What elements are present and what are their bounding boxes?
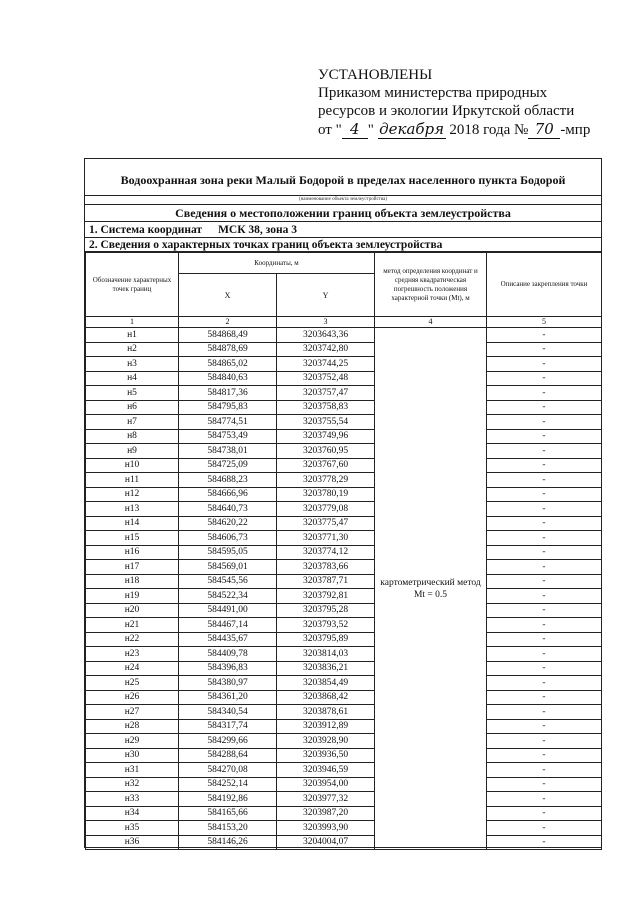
fixing-cell: - [487, 502, 602, 517]
point-id-cell: н28 [86, 719, 179, 734]
y-coordinate-cell: 3203977,32 [277, 792, 375, 807]
method-cell: картометрический метод Mt = 0.5 [375, 328, 487, 850]
fixing-cell: - [487, 777, 602, 792]
x-coordinate-cell: 584817,36 [179, 386, 277, 401]
table-row [86, 560, 602, 575]
x-coordinate-cell: 584725,09 [179, 458, 277, 473]
y-coordinate-cell: 3203795,28 [277, 603, 375, 618]
table-row [86, 806, 602, 821]
table-row [86, 400, 602, 415]
table-row [86, 661, 602, 676]
header-fixing: Описание закрепления точки [487, 253, 602, 317]
fixing-cell: - [487, 821, 602, 836]
fixing-cell: - [487, 516, 602, 531]
fixing-cell: - [487, 487, 602, 502]
table-row [86, 647, 602, 662]
table-row [86, 589, 602, 604]
point-id-cell: н7 [86, 415, 179, 430]
x-coordinate-cell: 584545,56 [179, 574, 277, 589]
fixing-cell: - [487, 618, 602, 633]
section-heading: Сведения о местоположении границ объекта землеустройства [85, 205, 601, 222]
fixing-cell: - [487, 560, 602, 575]
table-row [86, 763, 602, 778]
fixing-cell: - [487, 763, 602, 778]
point-id-cell: н3 [86, 357, 179, 372]
y-coordinate-cell: 3203783,66 [277, 560, 375, 575]
point-id-cell: н11 [86, 473, 179, 488]
header-method: метод определения координат и средняя квадратическая погрешность положения характерной точки (Мt), м [375, 253, 487, 317]
fixing-cell: - [487, 676, 602, 691]
x-coordinate-cell: 584340,54 [179, 705, 277, 720]
point-id-cell: н30 [86, 748, 179, 763]
y-coordinate-cell: 3203936,50 [277, 748, 375, 763]
point-id-cell: н4 [86, 371, 179, 386]
handwritten-month: декабря [379, 120, 445, 138]
fixing-cell: - [487, 690, 602, 705]
y-coordinate-cell: 3203744,25 [277, 357, 375, 372]
y-coordinate-cell: 3203774,12 [277, 545, 375, 560]
fixing-cell: - [487, 632, 602, 647]
date-year: 2018 года № [445, 122, 529, 138]
x-coordinate-cell: 584868,49 [179, 328, 277, 343]
y-coordinate-cell: 3203787,71 [277, 574, 375, 589]
point-id-cell: н19 [86, 589, 179, 604]
point-id-cell: н10 [86, 458, 179, 473]
coordinate-system-label: 1. Система координат [89, 224, 203, 236]
x-coordinate-cell: 584522,34 [179, 589, 277, 604]
point-id-cell: н5 [86, 386, 179, 401]
point-id-cell: н23 [86, 647, 179, 662]
approval-order-line: Приказом министерства природных [318, 85, 548, 101]
y-coordinate-cell: 3203775,47 [277, 516, 375, 531]
y-coordinate-cell: 3203836,21 [277, 661, 375, 676]
fixing-cell: - [487, 473, 602, 488]
fixing-cell: - [487, 705, 602, 720]
y-coordinate-cell: 3203793,52 [277, 618, 375, 633]
point-id-cell: н13 [86, 502, 179, 517]
y-coordinate-cell: 3203928,90 [277, 734, 375, 749]
fixing-cell: - [487, 415, 602, 430]
approval-authority-line: ресурсов и экологии Иркутской области [318, 103, 575, 119]
point-id-cell: н22 [86, 632, 179, 647]
table-row [86, 545, 602, 560]
table-row [86, 748, 602, 763]
y-coordinate-cell: 3203757,47 [277, 386, 375, 401]
x-coordinate-cell: 584595,05 [179, 545, 277, 560]
point-id-cell: н24 [86, 661, 179, 676]
table-row [86, 371, 602, 386]
fixing-cell: - [487, 386, 602, 401]
x-coordinate-cell: 584774,51 [179, 415, 277, 430]
y-coordinate-cell: 3203749,96 [277, 429, 375, 444]
point-id-cell: н6 [86, 400, 179, 415]
point-id-cell: н33 [86, 792, 179, 807]
table-row [86, 777, 602, 792]
table-row [86, 458, 602, 473]
fixing-cell: - [487, 357, 602, 372]
fixing-cell: - [487, 458, 602, 473]
x-coordinate-cell: 584688,23 [179, 473, 277, 488]
point-id-cell: н26 [86, 690, 179, 705]
y-coordinate-cell: 3203771,30 [277, 531, 375, 546]
point-id-cell: н17 [86, 560, 179, 575]
y-coordinate-cell: 3203767,60 [277, 458, 375, 473]
column-number: 2 [179, 317, 277, 328]
x-coordinate-cell: 584252,14 [179, 777, 277, 792]
y-coordinate-cell: 3203752,48 [277, 371, 375, 386]
x-coordinate-cell: 584491,00 [179, 603, 277, 618]
point-id-cell: н15 [86, 531, 179, 546]
point-id-cell: н29 [86, 734, 179, 749]
point-id-cell: н2 [86, 342, 179, 357]
x-coordinate-cell: 584620,22 [179, 516, 277, 531]
point-id-cell: н36 [86, 835, 179, 850]
fixing-cell: - [487, 429, 602, 444]
x-coordinate-cell: 584435,67 [179, 632, 277, 647]
y-coordinate-cell: 3203946,59 [277, 763, 375, 778]
fixing-cell: - [487, 328, 602, 343]
coordinate-system-value: МСК 38, зона 3 [218, 224, 297, 236]
x-coordinate-cell: 584738,01 [179, 444, 277, 459]
header-designation: Обозначение характерных точек границ [86, 253, 179, 317]
column-number: 1 [86, 317, 179, 328]
approval-title: УСТАНОВЛЕНЫ [318, 67, 433, 83]
y-coordinate-cell: 3203742,80 [277, 342, 375, 357]
y-coordinate-cell: 3203878,61 [277, 705, 375, 720]
y-coordinate-cell: 3203795,89 [277, 632, 375, 647]
point-id-cell: н21 [86, 618, 179, 633]
order-suffix: -мпр [560, 122, 591, 138]
table-row [86, 676, 602, 691]
header-coordinates: Координаты, м [179, 253, 375, 274]
x-coordinate-cell: 584288,64 [179, 748, 277, 763]
point-id-cell: н32 [86, 777, 179, 792]
handwritten-day: 4 [342, 120, 368, 139]
fixing-cell: - [487, 342, 602, 357]
x-coordinate-cell: 584666,96 [179, 487, 277, 502]
x-coordinate-cell: 584146,26 [179, 835, 277, 850]
x-coordinate-cell: 584865,02 [179, 357, 277, 372]
x-coordinate-cell: 584270,08 [179, 763, 277, 778]
y-coordinate-cell: 3203780,19 [277, 487, 375, 502]
point-id-cell: н14 [86, 516, 179, 531]
y-coordinate-cell: 3203758,83 [277, 400, 375, 415]
y-coordinate-cell: 3203755,54 [277, 415, 375, 430]
fixing-cell: - [487, 531, 602, 546]
point-id-cell: н16 [86, 545, 179, 560]
fixing-cell: - [487, 734, 602, 749]
table-row [86, 444, 602, 459]
y-coordinate-cell: 3203912,89 [277, 719, 375, 734]
y-coordinate-cell: 3203792,81 [277, 589, 375, 604]
point-id-cell: н20 [86, 603, 179, 618]
x-coordinate-cell: 584409,78 [179, 647, 277, 662]
header-y: Y [277, 274, 375, 317]
x-coordinate-cell: 584795,83 [179, 400, 277, 415]
fixing-cell: - [487, 792, 602, 807]
column-number: 3 [277, 317, 375, 328]
handwritten-number: 70 [528, 120, 560, 139]
table-row [86, 632, 602, 647]
fixing-cell: - [487, 444, 602, 459]
points-heading: 2. Сведения о характерных точках границ объекта землеустройства [85, 238, 601, 252]
boundary-points-table [85, 252, 602, 850]
point-id-cell: н9 [86, 444, 179, 459]
table-row [86, 487, 602, 502]
approval-date-line [318, 120, 590, 139]
table-row [86, 734, 602, 749]
y-coordinate-cell: 3203954,00 [277, 777, 375, 792]
table-row [86, 603, 602, 618]
fixing-cell: - [487, 545, 602, 560]
y-coordinate-cell: 3203778,29 [277, 473, 375, 488]
y-coordinate-cell: 3203814,03 [277, 647, 375, 662]
y-coordinate-cell: 3203779,08 [277, 502, 375, 517]
x-coordinate-cell: 584640,73 [179, 502, 277, 517]
x-coordinate-cell: 584299,66 [179, 734, 277, 749]
column-number: 4 [375, 317, 487, 328]
table-row [86, 690, 602, 705]
point-id-cell: н12 [86, 487, 179, 502]
x-coordinate-cell: 584878,69 [179, 342, 277, 357]
date-prefix: от " [318, 122, 342, 138]
y-coordinate-cell: 3203760,95 [277, 444, 375, 459]
table-row [86, 473, 602, 488]
fixing-cell: - [487, 603, 602, 618]
point-id-cell: н35 [86, 821, 179, 836]
header-x: X [179, 274, 277, 317]
x-coordinate-cell: 584165,66 [179, 806, 277, 821]
x-coordinate-cell: 584317,74 [179, 719, 277, 734]
x-coordinate-cell: 584396,83 [179, 661, 277, 676]
title-caption: (наименование объекта землеустройства) [85, 195, 601, 205]
x-coordinate-cell: 584753,49 [179, 429, 277, 444]
table-row [86, 719, 602, 734]
table-row [86, 835, 602, 850]
fixing-cell: - [487, 371, 602, 386]
table-row [86, 342, 602, 357]
approval-stamp [318, 66, 590, 139]
y-coordinate-cell: 3203987,20 [277, 806, 375, 821]
x-coordinate-cell: 584606,73 [179, 531, 277, 546]
table-row [86, 792, 602, 807]
fixing-cell: - [487, 748, 602, 763]
table-row [86, 429, 602, 444]
point-id-cell: н8 [86, 429, 179, 444]
table-row [86, 357, 602, 372]
point-id-cell: н31 [86, 763, 179, 778]
table-row [86, 386, 602, 401]
table-row [86, 821, 602, 836]
table-row [86, 618, 602, 633]
fixing-cell: - [487, 835, 602, 850]
point-id-cell: н1 [86, 328, 179, 343]
x-coordinate-cell: 584840,63 [179, 371, 277, 386]
fixing-cell: - [487, 400, 602, 415]
fixing-cell: - [487, 647, 602, 662]
point-id-cell: н25 [86, 676, 179, 691]
fixing-cell: - [487, 719, 602, 734]
fixing-cell: - [487, 661, 602, 676]
x-coordinate-cell: 584467,14 [179, 618, 277, 633]
y-coordinate-cell: 3203868,42 [277, 690, 375, 705]
table-row [86, 705, 602, 720]
fixing-cell: - [487, 574, 602, 589]
x-coordinate-cell: 584380,97 [179, 676, 277, 691]
point-id-cell: н34 [86, 806, 179, 821]
column-number: 5 [487, 317, 602, 328]
x-coordinate-cell: 584153,20 [179, 821, 277, 836]
table-row [86, 574, 602, 589]
y-coordinate-cell: 3203854,49 [277, 676, 375, 691]
y-coordinate-cell: 3203993,90 [277, 821, 375, 836]
point-id-cell: н27 [86, 705, 179, 720]
document-title: Водоохранная зона реки Малый Бодорой в пределах населенного пункта Бодорой [85, 159, 601, 196]
fixing-cell: - [487, 806, 602, 821]
table-row [86, 516, 602, 531]
table-row [86, 328, 602, 343]
coordinate-system-row [85, 222, 601, 238]
table-row [86, 531, 602, 546]
point-id-cell: н18 [86, 574, 179, 589]
fixing-cell: - [487, 589, 602, 604]
date-quote: " [367, 122, 378, 138]
x-coordinate-cell: 584192,86 [179, 792, 277, 807]
y-coordinate-cell: 3204004,07 [277, 835, 375, 850]
table-row [86, 502, 602, 517]
x-coordinate-cell: 584361,20 [179, 690, 277, 705]
y-coordinate-cell: 3203643,36 [277, 328, 375, 343]
boundary-sheet [84, 158, 602, 848]
x-coordinate-cell: 584569,01 [179, 560, 277, 575]
table-row [86, 415, 602, 430]
